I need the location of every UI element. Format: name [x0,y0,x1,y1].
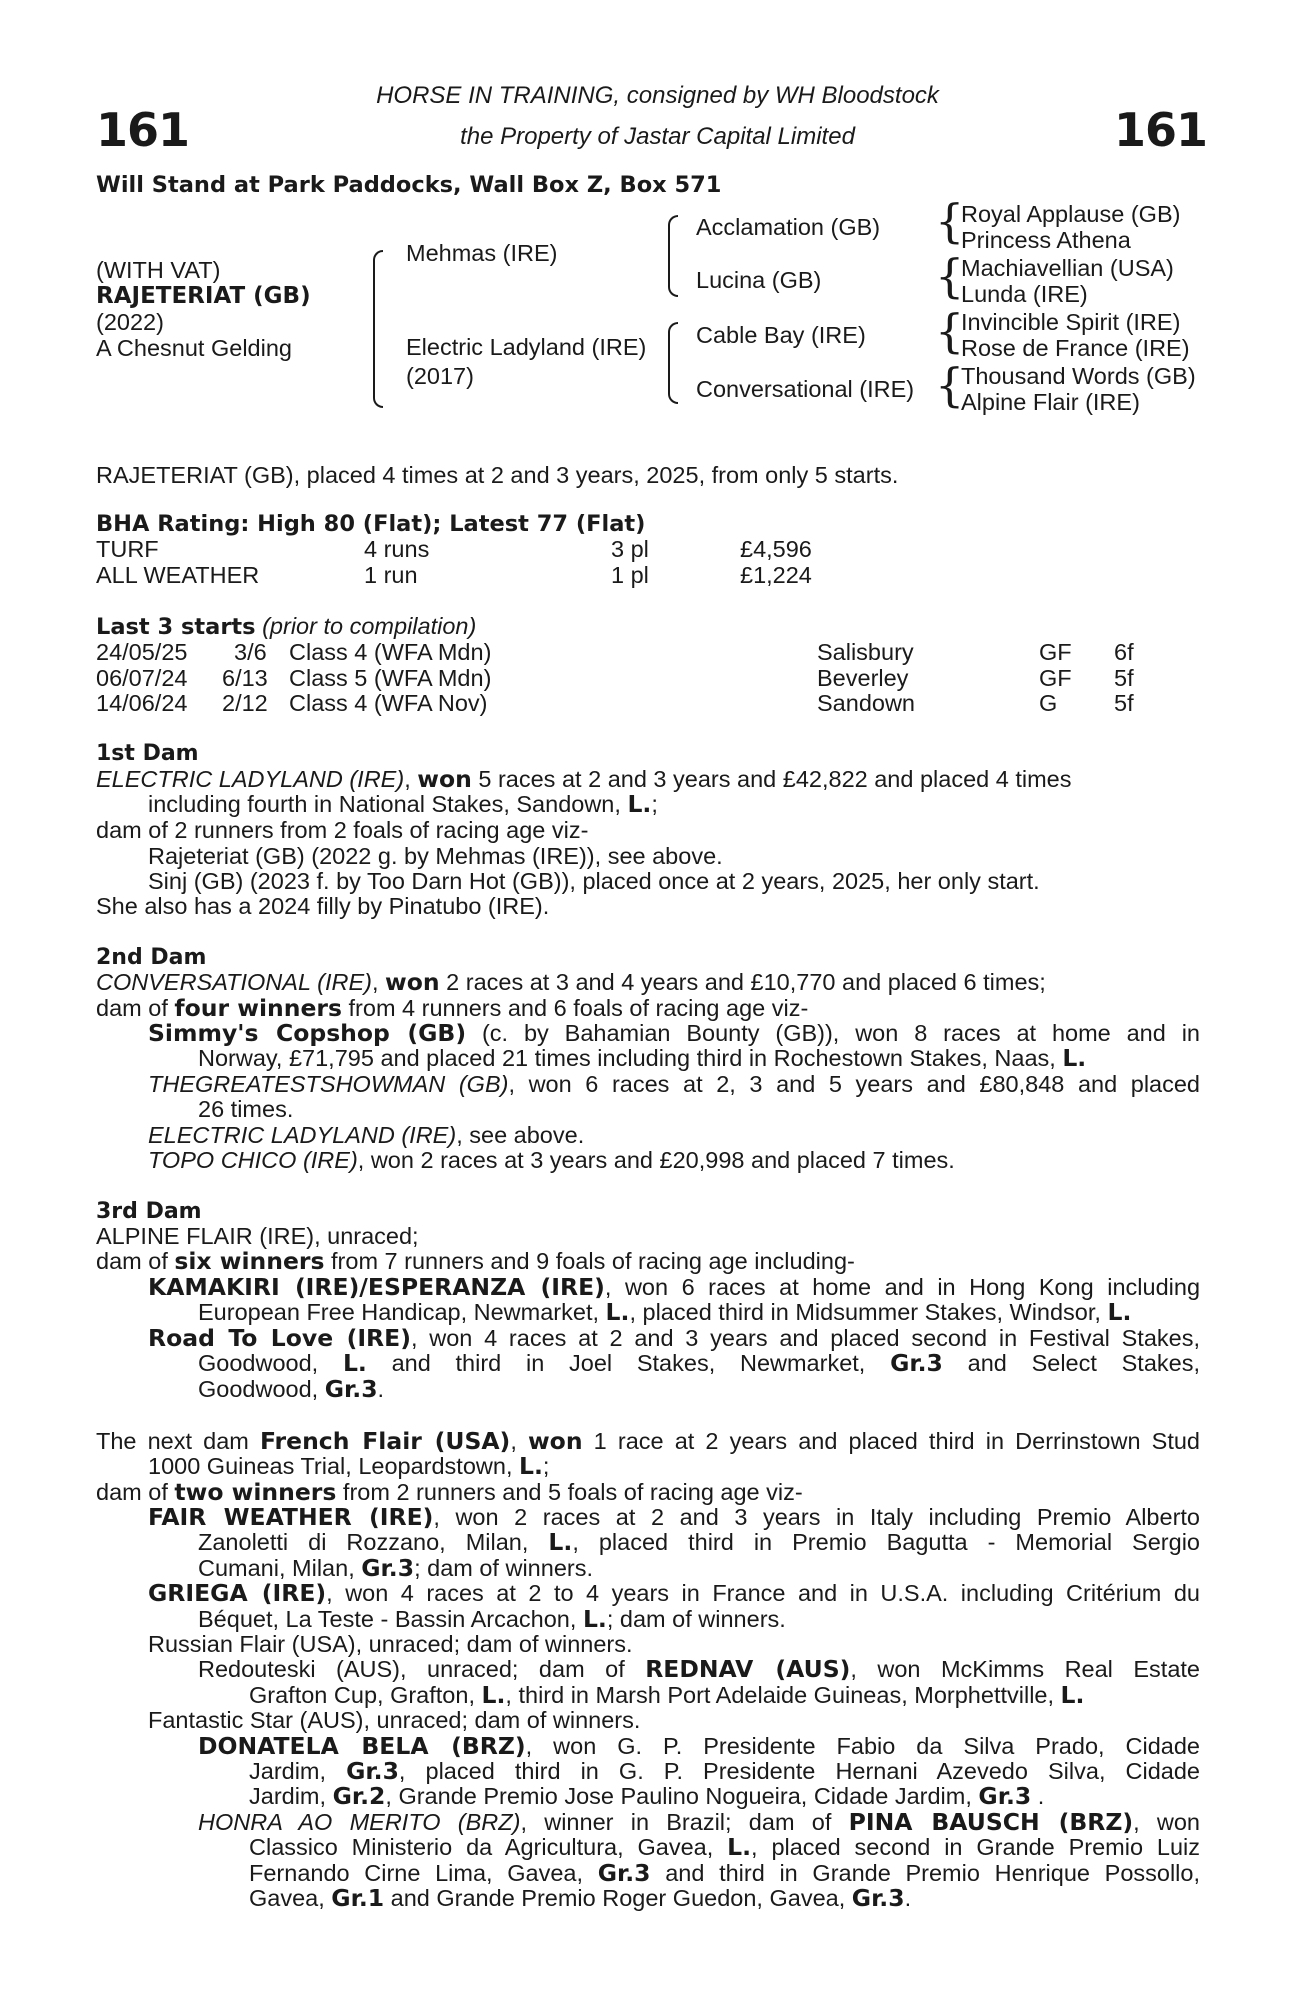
produce-entry-cont [249,1759,1200,1785]
next-dam-line-cont [148,1454,549,1480]
sd-sire: Machiavellian (USA) [961,255,1174,281]
horse-name: DONATELA BELA (BRZ) [198,1732,526,1760]
produce-entry [148,1123,584,1149]
text: Goodwood, [198,1350,343,1376]
text: from 2 runners and 5 foals of racing age viz- [336,1479,803,1505]
text: , won 2 races at 2 and 3 years in Italy including Premio Alberto [433,1504,1200,1530]
start-date: 06/07/24 [96,665,188,691]
produce-entry-cont [249,1861,1200,1887]
won-label: won [385,968,440,996]
produce-entry [148,1326,1200,1352]
text: European Free Handicap, Newmarket, [198,1299,606,1325]
text: 1 race at 2 years and placed third in Derrinstown Stud [582,1428,1200,1454]
sire-dam: Lucina (GB) [696,267,822,293]
group-label: Gr.3 [890,1349,943,1377]
start-going: G [1039,690,1058,716]
text: ; dam of winners. [606,1606,786,1632]
text: , won 4 races at 2 to 4 years in France and in U.S.A. including Critérium du [326,1580,1200,1606]
listed-label: L. [627,790,652,818]
text: ; [542,1453,550,1479]
sire-sire: Acclamation (GB) [696,214,881,240]
produce-entry [148,1581,1200,1607]
text: . [904,1885,912,1911]
listed-label: L. [605,1298,630,1326]
listed-label: L. [582,1605,607,1633]
second-dam-line: CONVERSATIONAL (IRE), won 2 races at 3 and 4 years and £10,770 and placed 6 times; [96,968,1046,996]
text: and third in Joel Stakes, Newmarket, [366,1350,891,1376]
start-race: Class 4 (WFA Mdn) [289,639,492,665]
dam-record: including fourth in National Stakes, Sandown, [148,791,628,817]
produce-entry-cont: 26 times. [198,1096,294,1122]
dam-year: (2017) [406,363,474,389]
text: . [377,1376,385,1402]
text: The next dam [96,1428,260,1454]
group-label: Gr.3 [851,1884,905,1912]
horse-name: Simmy's Copshop (GB) [148,1019,467,1047]
listed-label: L. [548,1528,573,1556]
start-position: 6/13 [222,665,268,691]
text: (c. by Bahamian Bounty (GB)), won 8 races at home and in [466,1020,1200,1046]
text: , Grande Premio Jose Paulino Nogueira, Cidade Jardim, [385,1783,979,1809]
dam-sire: Cable Bay (IRE) [696,322,866,348]
second-dam-heading: 2nd Dam [96,945,207,970]
location-line: Will Stand at Park Paddocks, Wall Box Z, Box 571 [96,172,722,198]
ss-dam: Princess Athena [961,227,1131,253]
text: Zanoletti di Rozzano, Milan, [198,1529,549,1555]
text: , won 6 races at 2, 3 and 5 years and £80,848 and placed [508,1071,1200,1097]
horse-description: A Chesnut Gelding [96,335,292,361]
produce-entry-cont [198,1530,1200,1556]
horse-name: TOPO CHICO (IRE) [148,1147,358,1173]
produce-entry [148,1275,1200,1301]
rating-placed: 3 pl [611,536,649,562]
won-label: won [417,765,472,793]
produce-entry-cont [249,1683,1084,1709]
text: Redouteski (AUS), unraced; dam of [198,1656,646,1682]
group-label: Gr.3 [597,1859,651,1887]
rating-runs: 1 run [364,562,418,588]
sd-dam: Lunda (IRE) [961,281,1088,307]
brace-dd: { [935,358,965,412]
text: Gavea, [249,1885,332,1911]
first-dam-heading: 1st Dam [96,741,199,766]
dam-record: 2 races at 3 and 4 years and £10,770 and placed 6 times; [439,969,1046,995]
last-starts-title: Last 3 starts [96,614,256,640]
start-course: Salisbury [817,639,914,665]
text: Cumani, Milan, [198,1555,362,1581]
produce-entry [148,1148,955,1174]
rating-title: BHA Rating: High 80 (Flat); Latest 77 (Flat) [96,511,646,537]
horse-name: RAJETERIAT (GB) [96,283,311,309]
text: Jardim, [249,1758,347,1784]
text: , placed third in Midsummer Stakes, Windsor, [629,1299,1108,1325]
text: , see above. [456,1122,585,1148]
horse-name: Road To Love (IRE) [148,1324,411,1352]
text: dam of [96,1248,175,1274]
produce-entry-cont [198,1377,384,1403]
ds-dam: Rose de France (IRE) [961,335,1190,361]
text: , placed second in Grande Premio Luiz [751,1834,1201,1860]
winners-count: six winners [174,1247,325,1275]
horse-name: REDNAV (AUS) [645,1655,851,1683]
produce-entry: Fantastic Star (AUS), unraced; dam of winners. [148,1707,641,1733]
rating-prize: £4,596 [740,536,812,562]
dam: Electric Ladyland (IRE) [406,334,647,360]
text: , won 4 races at 2 and 3 years and placed second in Festival Stakes, [410,1325,1200,1351]
produce-entry-cont [198,1300,1131,1326]
ss-sire: Royal Applause (GB) [961,201,1181,227]
produce-entry: Sinj (GB) (2023 f. by Too Darn Hot (GB)), placed once at 2 years, 2025, her only start. [148,868,1040,894]
rating-placed: 1 pl [611,562,649,588]
produce-entry-cont [198,1046,1086,1072]
last-starts-note: (prior to compilation) [262,613,477,639]
text: ; dam of winners. [414,1555,593,1581]
text: dam of [96,995,175,1021]
horse-name: THEGREATESTSHOWMAN (GB) [148,1071,509,1097]
lot-number-right: 161 [1114,103,1208,157]
text: , won McKimms Real Estate [850,1656,1200,1682]
start-race: Class 5 (WFA Mdn) [289,665,492,691]
produce-entry-cont [249,1784,1044,1810]
text: , [510,1428,528,1454]
brace-sd: { [935,249,965,303]
text: , third in Marsh Port Adelaide Guineas, Morphettville, [505,1682,1061,1708]
race-summary: RAJETERIAT (GB), placed 4 times at 2 and 3 years, 2025, from only 5 starts. [96,462,899,488]
start-date: 24/05/25 [96,639,188,665]
dam-name: CONVERSATIONAL (IRE) [96,969,372,995]
text: from 4 runners and 6 foals of racing age viz- [342,995,809,1021]
brace-ss: { [935,194,965,248]
start-going: GF [1039,639,1072,665]
first-dam-line [148,792,658,818]
produce-intro [96,1480,803,1506]
horse-name: HONRA AO MERITO (BRZ) [198,1809,521,1835]
produce-intro [96,996,808,1022]
produce-entry [148,1021,1200,1047]
brace-gen1 [373,250,383,408]
text: , winner in Brazil; dam of [520,1809,849,1835]
produce-entry-cont [198,1556,593,1582]
text: Béquet, La Teste - Bassin Arcachon, [198,1606,583,1632]
listed-label: L. [519,1452,543,1480]
group-label: Gr.1 [331,1884,385,1912]
brace-dam [668,322,678,404]
listed-label: L. [727,1833,752,1861]
produce-entry [148,1505,1200,1531]
produce-entry: Russian Flair (USA), unraced; dam of winners. [148,1631,633,1657]
listed-label: L. [1060,1681,1085,1709]
produce-entry-cont [249,1835,1200,1861]
punctuation: ; [651,791,658,817]
dam-name: ELECTRIC LADYLAND (IRE) [96,766,405,792]
produce-entry-cont [198,1607,786,1633]
start-distance: 5f [1114,665,1134,691]
horse-name: ELECTRIC LADYLAND (IRE) [148,1122,457,1148]
group-label: Gr.3 [361,1554,415,1582]
brace-ds: { [935,304,965,358]
dd-sire: Thousand Words (GB) [961,363,1196,389]
first-dam-line: ELECTRIC LADYLAND (IRE), won 5 races at 2 and 3 years and £42,822 and placed 4 times [96,765,1072,793]
property-line: the Property of Jastar Capital Limited [460,123,855,150]
start-date: 14/06/24 [96,690,188,716]
text: . [1031,1783,1045,1809]
produce-entry: Rajeteriat (GB) (2022 g. by Mehmas (IRE)), see above. [148,843,723,869]
rating-runs: 4 runs [364,536,430,562]
listed-label: L. [1107,1298,1132,1326]
dam-dam: Conversational (IRE) [696,376,915,402]
start-distance: 5f [1114,690,1134,716]
next-dam-line [96,1429,1200,1455]
ds-sire: Invincible Spirit (IRE) [961,309,1181,335]
produce-entry [148,1072,1200,1098]
winners-count: four winners [174,994,342,1022]
horse-name: KAMAKIRI (IRE)/ESPERANZA (IRE) [148,1273,605,1301]
produce-entry [198,1810,1200,1836]
vat-note: (WITH VAT) [96,257,221,283]
text: , won [1133,1809,1201,1835]
produce-note: She also has a 2024 filly by Pinatubo (IRE). [96,893,550,919]
text: dam of [96,1479,175,1505]
text: and Select Stakes, [942,1350,1200,1376]
start-position: 3/6 [234,639,267,665]
text: , placed third in G. P. Presidente Hernani Azevedo Silva, Cidade [398,1758,1200,1784]
brace-sire [668,215,678,297]
text: , won G. P. Presidente Fabio da Silva Prado, Cidade [525,1733,1200,1759]
produce-intro: dam of 2 runners from 2 foals of racing age viz- [96,817,589,843]
text: , placed third in Premio Bagutta - Memorial Sergio [572,1529,1200,1555]
won-label: won [527,1427,583,1455]
last-starts-heading [96,614,476,641]
produce-entry [198,1734,1200,1760]
text: and third in Grande Premio Henrique Possollo, [650,1860,1200,1886]
produce-entry-cont [249,1886,911,1912]
text: Norway, £71,795 and placed 21 times including third in Rochestown Stakes, Naas, [198,1045,1063,1071]
group-label: Gr.3 [346,1757,399,1785]
start-course: Sandown [817,690,915,716]
start-course: Beverley [817,665,909,691]
text: Classico Ministerio da Agricultura, Gavea, [249,1834,728,1860]
listed-label: L. [1062,1044,1087,1072]
text: Grafton Cup, Grafton, [249,1682,482,1708]
rating-surface: TURF [96,536,159,562]
consignor-line: HORSE IN TRAINING, consigned by WH Bloodstock [376,82,939,109]
text: , won 2 races at 3 years and £20,998 and placed 7 times. [357,1147,955,1173]
rating-surface: ALL WEATHER [96,562,260,588]
horse-year: (2022) [96,309,164,335]
listed-label: L. [481,1681,506,1709]
group-label: Gr.2 [332,1782,386,1810]
group-label: Gr.3 [324,1375,378,1403]
start-going: GF [1039,665,1072,691]
start-race: Class 4 (WFA Nov) [289,690,488,716]
horse-name: GRIEGA (IRE) [148,1579,327,1607]
winners-count: two winners [174,1478,337,1506]
third-dam-heading: 3rd Dam [96,1199,202,1224]
text: and Grande Premio Roger Guedon, Gavea, [384,1885,852,1911]
text: Fernando Cirne Lima, Gavea, [249,1860,598,1886]
horse-name: FAIR WEATHER (IRE) [148,1503,434,1531]
start-position: 2/12 [222,690,268,716]
dam-name: French Flair (USA) [260,1427,511,1455]
produce-intro [96,1249,855,1275]
text: Jardim, [249,1783,333,1809]
lot-number-left: 161 [96,103,190,157]
horse-name: PINA BAUSCH (BRZ) [848,1808,1134,1836]
text: 1000 Guineas Trial, Leopardstown, [148,1453,520,1479]
listed-label: L. [342,1349,367,1377]
text: Goodwood, [198,1376,325,1402]
text: from 7 runners and 9 foals of racing age including- [324,1248,855,1274]
produce-entry-cont [198,1351,1200,1377]
text: , won 6 races at home and in Hong Kong including [604,1274,1201,1300]
third-dam-line: ALPINE FLAIR (IRE), unraced; [96,1223,419,1249]
sire: Mehmas (IRE) [406,240,558,266]
group-label: Gr.3 [978,1782,1032,1810]
start-distance: 6f [1114,639,1134,665]
dam-record: 5 races at 2 and 3 years and £42,822 and placed 4 times [471,766,1072,792]
rating-prize: £1,224 [740,562,812,588]
dd-dam: Alpine Flair (IRE) [961,389,1140,415]
produce-entry [198,1657,1200,1683]
